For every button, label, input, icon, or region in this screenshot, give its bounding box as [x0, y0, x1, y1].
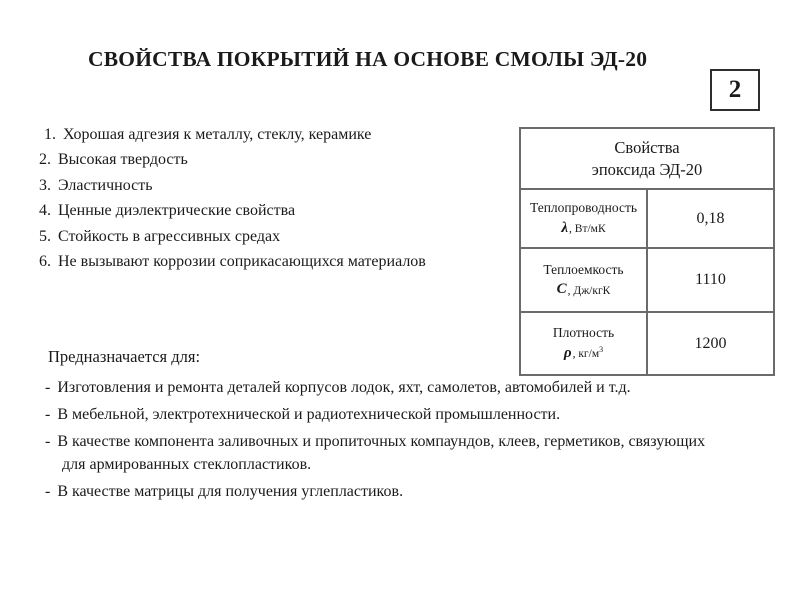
purpose-item-text: В качестве матрицы для получения углепластиков.: [57, 483, 404, 500]
table-row: [521, 190, 773, 249]
page-number: 2: [728, 76, 742, 103]
property-unit-sup: 3: [599, 345, 604, 355]
list-item-number: 4.: [39, 202, 51, 220]
list-item: [39, 173, 426, 198]
property-symbol: λ: [561, 219, 569, 236]
property-units: [557, 278, 611, 300]
property-value: 0,18: [696, 209, 725, 227]
purpose-item-text: В качестве компонента заливочных и пропиточных компаундов, клеев, герметиков, связующих для армированных стеклопластиков.: [57, 433, 706, 473]
table-header: [521, 129, 773, 190]
purpose-item: [45, 376, 707, 399]
list-item: [39, 198, 426, 223]
purpose-item: [45, 480, 707, 503]
table-cell-value: [648, 249, 773, 311]
page-number-box: [710, 69, 760, 111]
property-name: Плотность: [552, 325, 615, 341]
property-symbol: С: [556, 281, 567, 298]
purpose-item-text: В мебельной, электротехнической и радиотехнической промышленности.: [57, 406, 561, 423]
list-item-number: 6.: [39, 253, 51, 271]
list-item-number: 2.: [39, 151, 51, 169]
bullet-marker: -: [45, 379, 51, 396]
purpose-heading: Предназначается для:: [48, 347, 201, 366]
list-item: [39, 147, 426, 172]
property-units: [561, 216, 605, 238]
property-value: 1110: [695, 271, 726, 288]
property-symbol: ρ: [563, 344, 572, 361]
list-item-text: Ценные диэлектрические свойства: [58, 202, 296, 220]
list-item-text: Эластичность: [58, 176, 153, 194]
table-cell-value: [648, 190, 773, 247]
purpose-section: [45, 346, 707, 507]
list-item-number: 3.: [39, 176, 51, 194]
property-name: Теплопроводность: [529, 200, 638, 216]
table-header-line1: Свойства: [614, 137, 680, 157]
list-item-text: Хорошая адгезия к металлу, стеклу, керамике: [63, 126, 372, 143]
list-item-number: 5.: [39, 227, 51, 245]
purpose-item: [45, 403, 707, 426]
table-cell-property: [521, 190, 648, 247]
purpose-item-text: Изготовления и ремонта деталей корпусов лодок, яхт, самолетов, автомобилей и т.д.: [57, 379, 631, 396]
list-item: [39, 122, 426, 147]
property-unit-text: , Вт/мК: [569, 222, 606, 235]
property-unit-text: , кг/м: [572, 347, 600, 360]
purpose-item: [45, 430, 707, 476]
bullet-marker: -: [45, 433, 51, 450]
property-value: 1200: [694, 334, 727, 352]
list-item-text: Стойкость в агрессивных средах: [58, 227, 281, 245]
slide-title: СВОЙСТВА ПОКРЫТИЙ НА ОСНОВЕ СМОЛЫ ЭД-20: [88, 47, 648, 71]
properties-table: [519, 127, 775, 376]
property-name: Теплоемкость: [543, 261, 624, 277]
property-unit-text: , Дж/кгК: [567, 284, 611, 297]
bullet-marker: -: [45, 483, 51, 500]
table-cell-property: [521, 249, 648, 311]
properties-list: [39, 122, 426, 274]
bullet-marker: -: [45, 406, 51, 423]
table-header-line2: эпоксида ЭД-20: [591, 159, 703, 179]
list-item-text: Высокая твердость: [58, 151, 188, 169]
list-item: [39, 249, 426, 274]
list-item-text: Не вызывают коррозии соприкасающихся материалов: [58, 253, 426, 271]
table-row: [521, 249, 773, 313]
list-item-number: 1.: [44, 126, 56, 143]
list-item: [39, 224, 426, 249]
